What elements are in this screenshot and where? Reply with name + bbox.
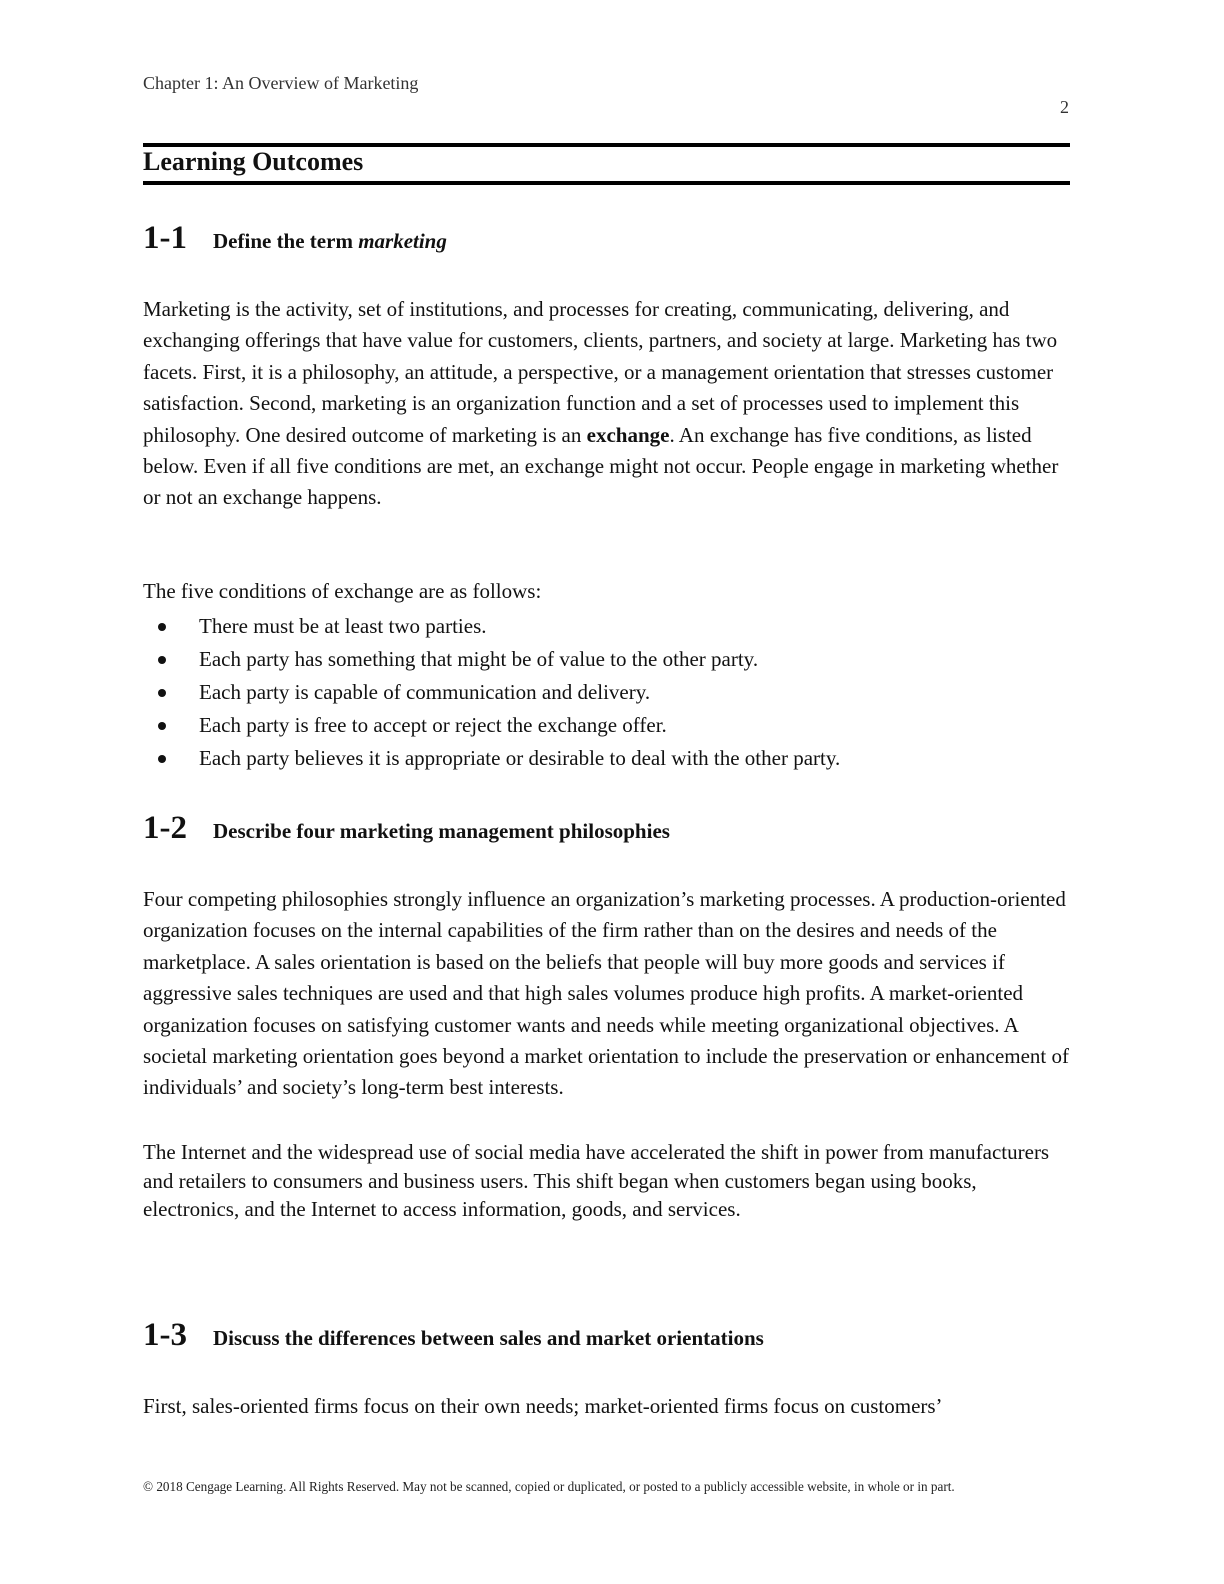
lo3-paragraph-1: First, sales-oriented firms focus on their own needs; market-oriented firms focus on customers’ — [143, 1394, 943, 1418]
conditions-intro: The five conditions of exchange are as follows: — [143, 579, 542, 603]
running-head: Chapter 1: An Overview of Marketing — [143, 73, 419, 93]
lo2-paragraph-2: The Internet and the widespread use of social media have accelerated the shift in power from manufacturers and retailers to consumers and business users. This shift began when customers began using books, electronics, and the Internet to access information, goods, and services. — [143, 1140, 1050, 1221]
lo1-paragraph-text-a: Marketing is the activity, set of institutions, and processes for creating, communicating, delivering, and exchanging offerings that have value for customers, clients, partners, and society at large. Marketing has two facets. First, it is a philosophy, an attitude, a perspective, or a management orientation that stresses customer satisfaction. Second, marketing is an organization function and a set of processes used to implement this philosophy. One desired outcome of marketing is an — [143, 297, 1058, 447]
list-item: Each party believes it is appropriate or desirable to deal with the other party. — [143, 742, 1073, 775]
lo-number: 1-3 — [143, 1317, 187, 1353]
section-title: Learning Outcomes — [143, 147, 364, 176]
list-item: Each party has something that might be of value to the other party. — [143, 643, 1073, 676]
lo-number: 1-1 — [143, 220, 187, 256]
copyright-footer: © 2018 Cengage Learning. All Rights Reserved. May not be scanned, copied or duplicated, or posted to a publicly accessible website, in whole or in part. — [143, 1479, 955, 1494]
exchange-term: exchange — [586, 422, 670, 447]
lo-title-text: Define the term — [213, 229, 359, 253]
lo-title: Describe four marketing management philosophies — [213, 819, 670, 843]
lo-title — [213, 229, 447, 254]
lo1-paragraph-text-b: . An exchange has five conditions, as listed below. Even if all five conditions are met, an exchange might not occur. People engage in marketing whether or not an exchange happens. — [143, 422, 1059, 510]
list-item: Each party is capable of communication and delivery. — [143, 676, 1073, 709]
lo2-paragraph-1: Four competing philosophies strongly influence an organization’s marketing processes. A production-oriented organization focuses on the internal capabilities of the firm rather than on the desires and needs of the marketplace. A sales orientation is based on the beliefs that people will buy more goods and services if aggressive sales techniques are used and that high sales volumes produce high profits. A market-oriented organization focuses on satisfying customer wants and needs while meeting organizational objectives. A societal marketing orientation goes beyond a market orientation to include the preservation or enhancement of individuals’ and society’s long-term best interests. — [143, 887, 1070, 1100]
lo-heading-1-3 — [143, 1317, 764, 1354]
lo-heading-1-2 — [143, 810, 670, 847]
list-item: Each party is free to accept or reject the exchange offer. — [143, 709, 1073, 742]
title-rule-bottom — [143, 181, 1070, 185]
page-number: 2 — [1060, 97, 1069, 117]
lo-heading-1-1 — [143, 220, 447, 257]
lo-title: Discuss the differences between sales and market orientations — [213, 1326, 764, 1350]
conditions-list — [143, 610, 1073, 775]
lo-title-emphasis: marketing — [358, 229, 447, 253]
list-item: There must be at least two parties. — [143, 610, 1073, 643]
lo-number: 1-2 — [143, 810, 187, 846]
lo1-paragraph — [143, 294, 1073, 514]
